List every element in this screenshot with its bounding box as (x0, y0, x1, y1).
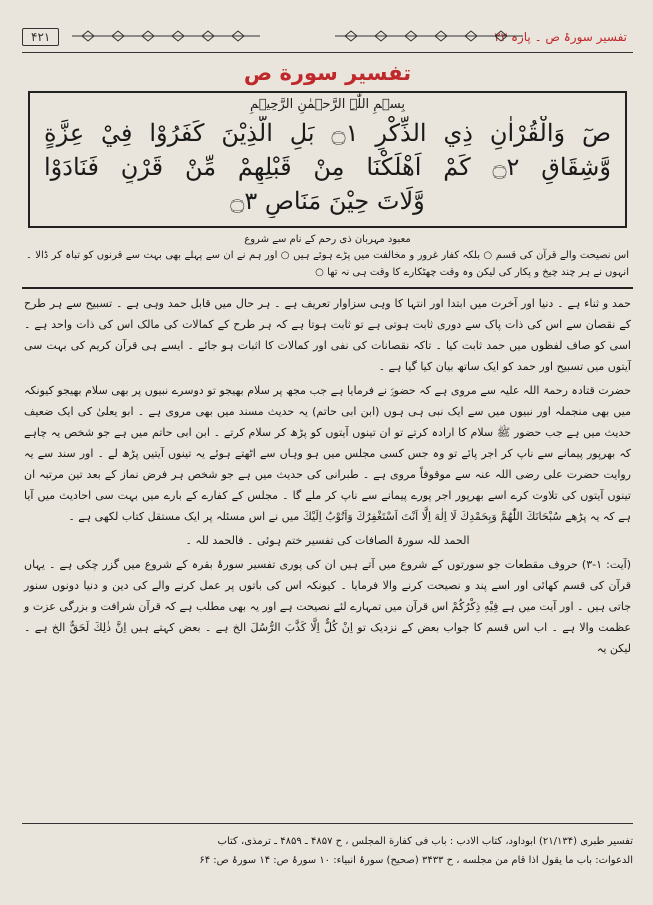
verse-line: وَّلَاتَ حِيْنَ مَنَاصٍ ۝٣ (230, 187, 425, 215)
commentary-body (22, 293, 633, 659)
book-page (22, 22, 633, 890)
surah-title: تفسیر سورة ص (243, 61, 412, 85)
commentary-paragraph: الحمد للہ سورۃ الصافات کی تفسیر ختم ہوئی ۔ فالحمد للہ ۔ (185, 534, 470, 547)
section-divider (22, 287, 633, 289)
page-header (22, 22, 633, 53)
page-number: ۴۲۱ (22, 28, 59, 46)
verse-box (28, 91, 627, 228)
header-ornament (72, 29, 260, 43)
translation-text: اس نصیحت والے قرآن کی قسم ○ بلکہ کفار غرور و مخالفت میں پڑے ہوئے ہیں ○ اور ہم نے ان سے پہلے بھی بہت سے قرنوں کو تباہ کر ڈالا ۔ انہوں نے ہر چند چیخ و پکار کی لیکن وہ وقت چھٹکارے کا وقت ہی نہ تھا ○ (26, 250, 629, 278)
basmala: بِسۡمِ اللّٰہِ الرَّحۡمٰنِ الرَّحِیۡمِ (250, 97, 405, 112)
footnotes (22, 823, 633, 890)
running-title: تفسیر سورۂ ص ۔ پارہ ۲۳ (494, 30, 627, 44)
commentary-paragraph: حضرت قتادہ رحمۃ اللہ علیہ سے مروی ہے کہ حضورؐ نے فرمایا ہے جب مجھ پر سلام بھیجو تو دوسرے نبیوں پر بھی سلام بھیجو کیونکہ میں بھی منجملہ اور نبیوں میں سے ایک نبی ہی ہوں (ابن ابی حاتم) یہ حدیث مسند میں بھی مروی ہے ۔ ابو یعلیٰ کی ایک ضعیف حدیث میں ہے جب حضور ﷺ سلام کا ارادہ کرتے تو ان تینوں آیتوں کو پڑھ کر سلام کرتے ۔ ابن ابی حاتم میں ہے جو شخص یہ چاہے کہ بھرپور پیمانے سے ناپ کر اجر پائے تو وہ جس کسی مجلس میں ہو وہاں سے اٹھتے ہوئے یہ تینوں آیتیں پڑھ لے ۔ اور سند سے یہ روایت حضرت علی رضی اللہ عنہ سے موقوفاً مروی ہے ۔ طبرانی کی حدیث میں ہے جو شخص ہر فرض نماز کے بعد تین مرتبہ ان تینوں آیتوں کی تلاوت کرے اسے بھرپور اجر پورے پیمانے سے ناپ کر ملے گا ۔ مجلس کے کفارے کے بارے میں بہت سی احادیث میں آیا ہے کہ یہ پڑھے سُبْحَانَكَ اللّٰهُمَّ وَبِحَمْدِكَ لَا اِلٰهَ اِلَّا اَنْتَ اَسْتَغْفِرُكَ وَاَتُوْبُ اِلَيْكَ میں نے اس مسئلہ پر ایک مستقل کتاب لکھی ہے ۔ (24, 384, 631, 523)
verse-line: وَّشِقَاقٍ ۝٢ كَمْ اَهْلَكْنَا مِنْ قَبْلِهِمْ مِّنْ قَرْنٍ فَنَادَوْا (44, 153, 611, 181)
footnote-line: تفسیر طبری (۲۱/۱۳۴) ابوداود، کتاب الادب : باب فی کفارة المجلس ، ح ۴۸۵۷ ـ ۴۸۵۹ ـ ترمذی، کتاب (217, 836, 633, 847)
commentary-paragraph: حمد و ثناء ہے ۔ دنیا اور آخرت میں ابتدا اور انتہا کا وہی سزاوار تعریف ہے ۔ ہر حال میں قابل حمد وہی ہے ۔ تسبیح سے ہر طرح کے نقصان سے اس کی ذات پاک سے دوری ثابت ہوتی ہے تو ثابت ہوتا ہے کہ ہر طرح کے کمالات کی مالک اس کی ذات واحد ہے ۔ اسی کو صاف لفظوں میں حمد ثابت کیا ۔ تاکہ نقصانات کی نفی اور کمالات کا اثبات ہو جائے ۔ ایسے ہی قرآن کریم کی بہت سی آیتوں میں تسبیح اور حمد کو ایک ساتھ بیان کیا گیا ہے ۔ (24, 297, 631, 373)
verse-line: صٓ وَالْقُرْاٰنِ ذِي الذِّكْرِ ۝١ بَلِ الَّذِيْنَ كَفَرُوْا فِيْ عِزَّةٍ (44, 119, 611, 147)
header-ornament (335, 29, 523, 43)
translation-heading: معبود مہربان ذی رحم کے نام سے شروع (244, 234, 411, 245)
footnote-line: الدعوات: باب ما یقول اذا قام من مجلسه ، ح ۳۴۳۳ (صحیح) سورۂ انبیاء: ۱۰ سورۂ ص: ۱۴ سورۂ ص: ۶۴ (199, 855, 633, 866)
commentary-paragraph: (آیت: ۱-۳) حروف مقطعات جو سورتوں کے شروع میں آتے ہیں ان کی پوری تفسیر سورۂ بقرہ کے شروع میں گزر چکی ہے ۔ یہاں قرآن کی قسم کھائی اور اسے پند و نصیحت کرنے والا فرمایا ۔ کیونکہ اس کی باتوں پر عمل کرنے والے کی دین و دنیا دونوں سنور جاتی ہیں ۔ اور آیت میں ہے فِيْهِ ذِكْرُكُمْ اس قرآن میں تمہارے لئے نصیحت ہے اور یہ بھی مطلب ہے کہ قرآن شرافت و بزرگی عزت و عظمت والا ہے ۔ اب اس قسم کا جواب بعض کے نزدیک تو اِنْ كُلٌّ اِلَّا كَذَّبَ الرُّسُلَ الخ ہے ۔ بعض کہتے ہیں اِنَّ ذٰلِكَ لَحَقٌّ الخ ہے ۔ لیکن یہ (24, 558, 631, 655)
